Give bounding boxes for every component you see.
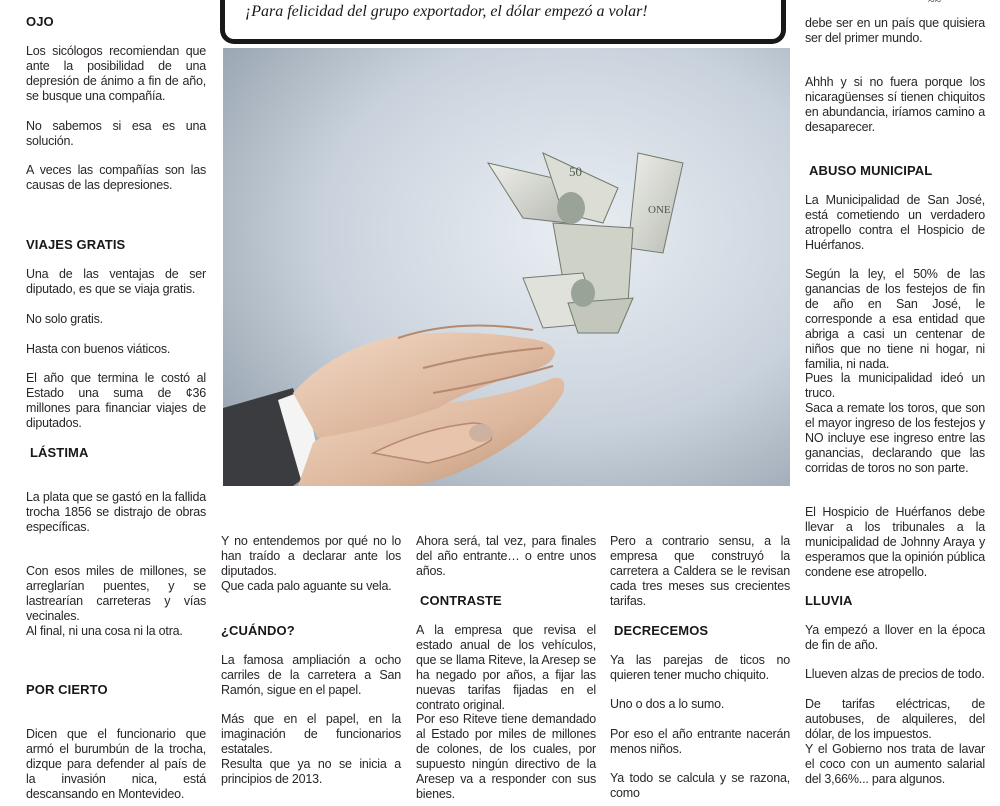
col5-paragraph: Saca a remate los toros, que son el mayor ingreso de los festejos y NO incluye ese ingreso entre las ganancias, declarando que las corridas de toros no son parte. (805, 401, 985, 475)
col2-paragraph: Más que en el papel, en la imaginación de funcionarios estatales. (221, 712, 401, 756)
col3-paragraph: A la empresa que revisa el estado anual de los vehículos, que se llama Riteve, la Aresep se ha negado por años, a fijar las nuevas tarifas fijadas en el contrato original. (416, 623, 596, 712)
col5-paragraph: Ya empezó a llover en la época de fin de año. (805, 623, 985, 652)
col5-paragraph: Pues la municipalidad ideó un truco. (805, 371, 985, 400)
photo-caption: ¡Para felicidad del grupo exportador, el dólar empezó a volar! (245, 3, 648, 20)
photo-dollar-bird-hands (223, 48, 790, 486)
col1-paragraph: Los sicólogos recomiendan que ante la posibilidad de una depresión de ánimo a fin de año, se busque una compañía. (26, 44, 206, 103)
decorative-mark: ~~ (928, 0, 941, 8)
col1-paragraph: Con esos miles de millones, se arreglarían puentes, y se lastrearían carreteras y vías vecinales. (26, 564, 206, 623)
col1-paragraph: El año que termina le costó al Estado una suma de ¢36 millones para financiar viajes de diputados. (26, 371, 206, 430)
col4-paragraph: Ya todo se calcula y se razona, como (610, 771, 790, 800)
heading-cuando: ¿CUÁNDO? (221, 623, 295, 638)
col3-paragraph: Por eso Riteve tiene demandado al Estado por miles de millones de colones, de los cuales, por supuesto ningún directivo de la Aresep va a responder con sus bienes. (416, 712, 596, 801)
photo-caption-box (220, 0, 786, 44)
col5-paragraph: De tarifas eléctricas, de autobuses, de alquileres, del dólar, de los impuestos. (805, 697, 985, 741)
col1-paragraph: Hasta con buenos viáticos. (26, 342, 171, 356)
col2-paragraph: La famosa ampliación a ocho carriles de la carretera a San Ramón, sigue en el papel. (221, 653, 401, 697)
svg-text:50: 50 (569, 164, 582, 179)
col5-paragraph: La Municipalidad de San José, está cometiendo un verdadero atropello contra el Hospicio de Huérfanos. (805, 193, 985, 252)
svg-text:ONE: ONE (648, 204, 671, 216)
col1-paragraph: No sabemos si esa es una solución. (26, 119, 206, 148)
col5-paragraph: Llueven alzas de precios de todo. (805, 667, 985, 681)
col1-paragraph: Dicen que el funcionario que armó el burumbún de la trocha, dizque para defender al país de la invasión nica, está descansando en Montevideo. (26, 727, 206, 801)
heading-lastima: LÁSTIMA (30, 445, 89, 460)
col4-paragraph: Ya las parejas de ticos no quieren tener mucho chiquito. (610, 653, 790, 682)
heading-decrecemos: DECRECEMOS (614, 623, 709, 638)
heading-viajes-gratis: VIAJES GRATIS (26, 237, 126, 252)
col2-paragraph: Y no entendemos por qué no lo han traído a declarar ante los diputados. (221, 534, 401, 578)
heading-por-cierto: POR CIERTO (26, 682, 108, 697)
heading-contraste: CONTRASTE (420, 593, 502, 608)
col5-paragraph: Según la ley, el 50% de las ganancias de los festejos de fin de año en San José, le corresponde a esa entidad que abriga a casi un centenar de niños que no tiene ni hogar, ni familia, ni nada. (805, 267, 985, 371)
col4-paragraph: Uno o dos a lo sumo. (610, 697, 725, 711)
heading-ojo: OJO (26, 14, 54, 29)
col5-paragraph: El Hospicio de Huérfanos debe llevar a los tribunales a la municipalidad de Johnny Araya y esperamos que la opinión pública condene ese atropello. (805, 505, 985, 579)
col1-paragraph: La plata que se gastó en la fallida trocha 1856 se distrajo de obras específicas. (26, 490, 206, 534)
col4-paragraph: Pero a contrario sensu, a la empresa que construyó la carretera a Caldera se le revisan cada tres meses sus crecientes tarifas. (610, 534, 790, 608)
col3-paragraph: Ahora será, tal vez, para finales del año entrante… o entre unos años. (416, 534, 596, 578)
col1-paragraph: No solo gratis. (26, 312, 103, 326)
col1-paragraph: Una de las ventajas de ser diputado, es que se viaja gratis. (26, 267, 206, 296)
col5-paragraph: Ahhh y si no fuera porque los nicaragüenses sí tienen chiquitos en abundancia, iríamos camino a desaparecer. (805, 75, 985, 134)
heading-lluvia: LLUVIA (805, 593, 853, 608)
col1-paragraph: Al final, ni una cosa ni la otra. (26, 624, 183, 638)
col5-paragraph: Y el Gobierno nos trata de lavar el coco con un aumento salarial del 3,66%... para algunos. (805, 742, 985, 786)
col4-paragraph: Por eso el año entrante nacerán menos niños. (610, 727, 790, 756)
col2-paragraph: Resulta que ya no se inicia a principios de 2013. (221, 757, 401, 786)
col1-paragraph: A veces las compañías son las causas de las depresiones. (26, 163, 206, 192)
heading-abuso-municipal: ABUSO MUNICIPAL (809, 163, 933, 178)
col2-paragraph: Que cada palo aguante su vela. (221, 579, 392, 593)
col5-paragraph: debe ser en un país que quisiera ser del primer mundo. (805, 16, 985, 45)
